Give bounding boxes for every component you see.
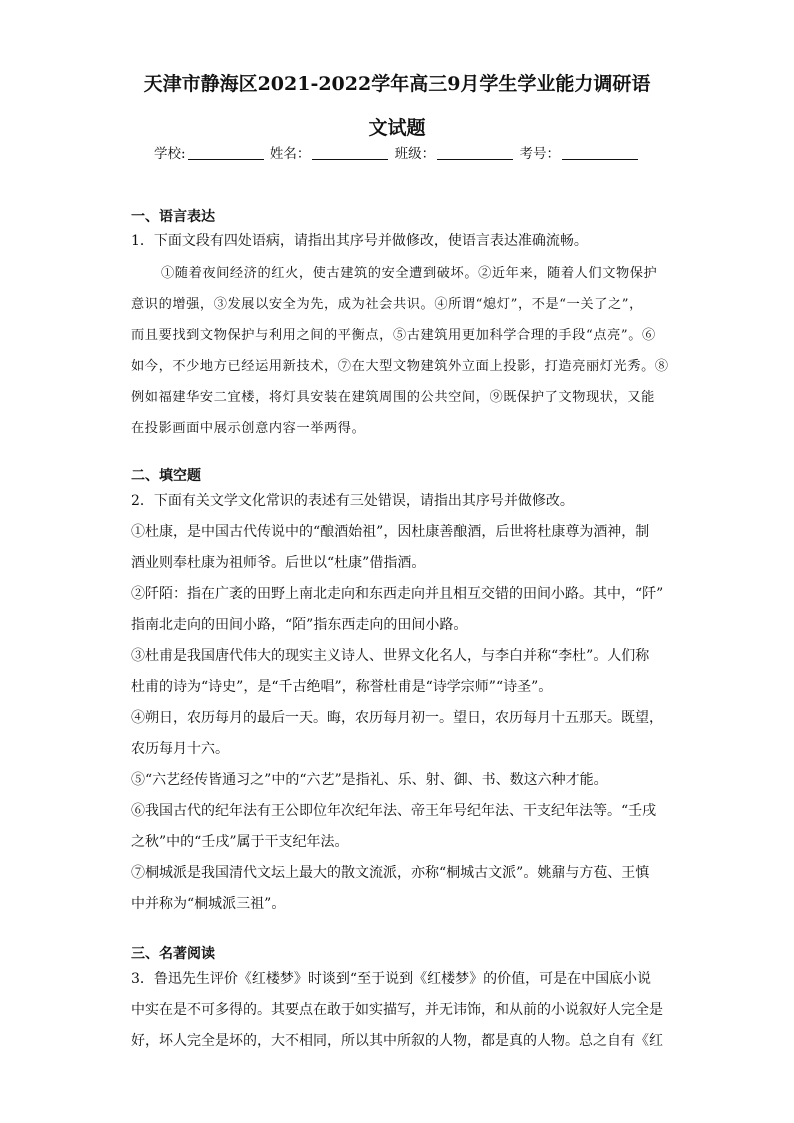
question-stem: 2．下面有关文学文化常识的表述有三处错误，请指出其序号并做修改。 (131, 493, 574, 509)
question-line: 3．鲁迅先生评价《红楼梦》时谈到“至于说到《红楼梦》的价值，可是在中国底小说 (131, 971, 652, 987)
item-line: 中并称为“桐城派三祖”。 (131, 896, 286, 912)
school-label: 学校: (154, 146, 186, 162)
class-blank[interactable] (437, 145, 513, 160)
item-line: ⑤“六艺经传皆通习之”中的“六艺”是指礼、乐、射、御、书、数这六种才能。 (131, 772, 608, 788)
item-line: 指南北走向的田间小路，“陌”指东西走向的田间小路。 (131, 617, 468, 633)
item-line: ④朔日，农历每月的最后一天。晦，农历每月初一。望日，农历每月十五那天。既望， (131, 710, 663, 726)
name-label: 姓名： (269, 146, 311, 162)
section-heading-2: 二、填空题 (131, 468, 201, 484)
item-line: ②阡陌：指在广袤的田野上南北走向和东西走向并且相互交错的田间小路。其中，“阡” (131, 586, 664, 602)
item-line: 之秋”中的“壬戌”属于干支纪年法。 (131, 834, 349, 850)
question-line: 好，坏人完全是坏的，大不相同，所以其中所叙的人物，都是真的人物。总之自有《红 (131, 1033, 663, 1049)
title-line-1: 天津市静海区2021-2022学年高三9月学生学业能力调研语 (143, 73, 651, 95)
passage-line: 意识的增强，③发展以安全为先，成为社会共识。④所谓“熄灯”，不是“一关了之”， (131, 297, 643, 312)
passage-line: 而且要找到文物保护与利用之间的平衡点，⑤古建筑用更加科学合理的手段“点亮”。⑥ (131, 328, 656, 343)
name-blank[interactable] (312, 145, 388, 160)
section-heading-1: 一、语言表达 (131, 209, 215, 225)
question-2 (131, 486, 671, 920)
item-line: 农历每月十六。 (131, 741, 229, 757)
document-title (120, 66, 674, 146)
class-label: 班级： (394, 146, 436, 162)
exam-no-label: 考号： (519, 146, 560, 162)
item-line: ③杜甫是我国唐代伟大的现实主义诗人、世界文化名人，与李白并称“李杜”。人们称 (131, 648, 650, 664)
item-line: 酒业则奉杜康为祖师爷。后世以“杜康”借指酒。 (131, 555, 426, 571)
school-blank[interactable] (188, 145, 264, 160)
item-line: 杜甫的诗为“诗史”，是“千古绝唱”，称誉杜甫是“诗学宗师”“诗圣”。 (131, 679, 553, 695)
passage-line: ①随着夜间经济的红火，使古建筑的安全遭到破坏。②近年来，随着人们文物保护 (161, 266, 658, 281)
question-3 (131, 964, 671, 1057)
item-line: ⑥我国古代的纪年法有王公即位年次纪年法、帝王年号纪年法、干支纪年法等。“壬戌 (131, 803, 657, 819)
passage-line: 如今，不少地方已经运用新技术，⑦在大型文物建筑外立面上投影，打造亮丽灯光秀。⑧ (131, 359, 669, 374)
question-1-stem (131, 226, 671, 257)
passage-line: 例如福建华安二宜楼，将灯具安装在建筑周围的公共空间，⑨既保护了文物现状，又能 (131, 390, 655, 405)
student-info-row (0, 144, 794, 164)
question-line: 中实在是不可多得的。其要点在敢于如实描写，并无讳饰，和从前的小说叙好人完全是 (131, 1002, 663, 1018)
item-line: ⑦桐城派是我国清代文坛上最大的散文流派，亦称“桐城古文派”。姚鼐与方苞、王慎 (131, 865, 650, 881)
section-heading-3: 三、名著阅读 (131, 946, 215, 962)
passage-line: 在投影画面中展示创意内容一举两得。 (131, 421, 366, 436)
question-1-passage (131, 258, 679, 444)
item-line: ①杜康，是中国古代传说中的“酿酒始祖”，因杜康善酿酒，后世将杜康尊为酒神，制 (131, 524, 650, 540)
exam-no-blank[interactable] (562, 145, 638, 160)
title-line-2: 文试题 (368, 117, 426, 139)
question-stem: 1．下面文段有四处语病，请指出其序号并做修改，使语言表达准确流畅。 (131, 233, 588, 249)
